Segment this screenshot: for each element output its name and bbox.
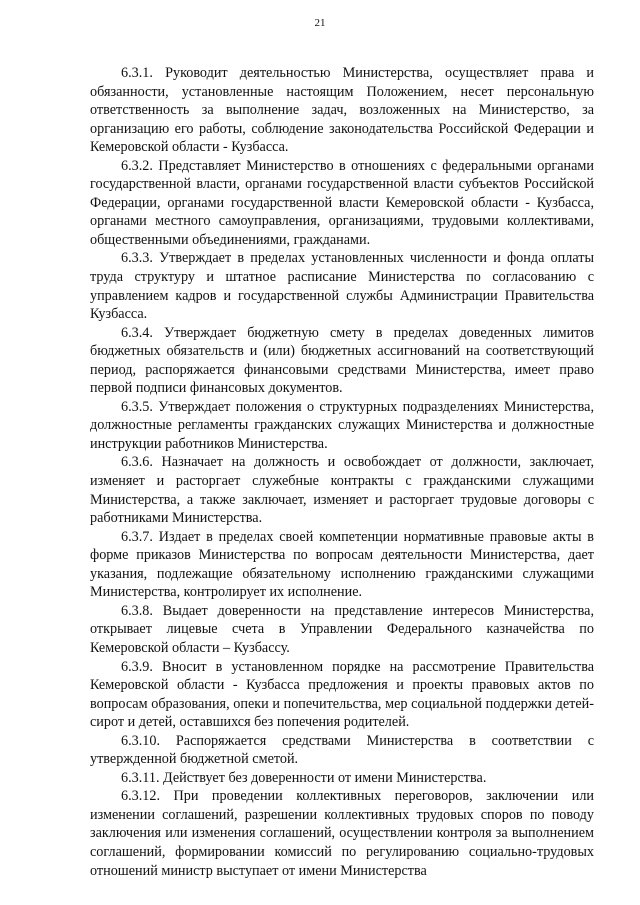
paragraph-6-3-4: 6.3.4. Утверждает бюджетную смету в пределах доведенных лимитов бюджетных обязательств и (или) бюджетных ассигнований на соответствующий период, распоряжается финансовыми средствами Министерства, имеет право первой подписи финансовых документов. (90, 324, 594, 397)
paragraph-6-3-6: 6.3.6. Назначает на должность и освобождает от должности, заключает, изменяет и расторгает служебные контракты с гражданскими служащими Министерства, а также заключает, изменяет и расторгает трудовые договоры с работниками Министерства. (90, 454, 594, 527)
paragraph-6-3-5: 6.3.5. Утверждает положения о структурных подразделениях Министерства, должностные регламенты гражданских служащих Министерства и должностные инструкции работников Министерства. (90, 398, 594, 452)
paragraph-6-3-1: 6.3.1. Руководит деятельностью Министерства, осуществляет права и обязанности, установленные настоящим Положением, несет персональную ответственность за выполнение задач, возложенных на Министерство, за организацию его работы, соблюдение законодательства Российской Федерации и Кемеровской области - Кузбасса. (90, 65, 594, 156)
paragraph-6-3-2: 6.3.2. Представляет Министерство в отношениях с федеральными органами государственной власти, органами государственной власти субъектов Российской Федерации, органами государственной власти Кемеровской области - Кузбасса, органами местного самоуправления, организациями, трудовыми коллективами, общественными объединениями, гражданами. (90, 157, 594, 248)
paragraph-6-3-10: 6.3.10. Распоряжается средствами Министерства в соответствии с утвержденной бюджетной сметой. (90, 732, 594, 768)
document-body (90, 64, 594, 880)
paragraph-6-3-9: 6.3.9. Вносит в установленном порядке на рассмотрение Правительства Кемеровской области - Кузбасса предложения и проекты правовых актов по вопросам образования, опеки и попечительства, мер социальной поддержки детей-сирот и детей, оставшихся без попечения родителей. (90, 658, 594, 731)
paragraph-6-3-3: 6.3.3. Утверждает в пределах установленных численности и фонда оплаты труда структуру и штатное расписание Министерства по согласованию с управлением кадров и государственной службы Администрации Правительства Кузбасса. (90, 250, 594, 323)
paragraph-6-3-8: 6.3.8. Выдает доверенности на представление интересов Министерства, открывает лицевые счета в Управлении Федерального казначейства по Кемеровской области – Кузбассу. (90, 602, 594, 656)
paragraph-6-3-7: 6.3.7. Издает в пределах своей компетенции нормативные правовые акты в форме приказов Министерства по вопросам деятельности Министерства, дает указания, подлежащие обязательному исполнению гражданскими служащими Министерства, контролирует их исполнение. (90, 528, 594, 601)
paragraph-6-3-11: 6.3.11. Действует без доверенности от имени Министерства. (121, 769, 487, 786)
paragraph-6-3-12: 6.3.12. При проведении коллективных переговоров, заключении или изменении соглашений, разрешении коллективных трудовых споров по поводу заключения или изменения соглашений, осуществлении контроля за выполнением соглашений, формировании комиссий по регулированию социально-трудовых отношений министр выступает от имени Министерства (90, 788, 594, 879)
page-number: 21 (314, 17, 326, 29)
